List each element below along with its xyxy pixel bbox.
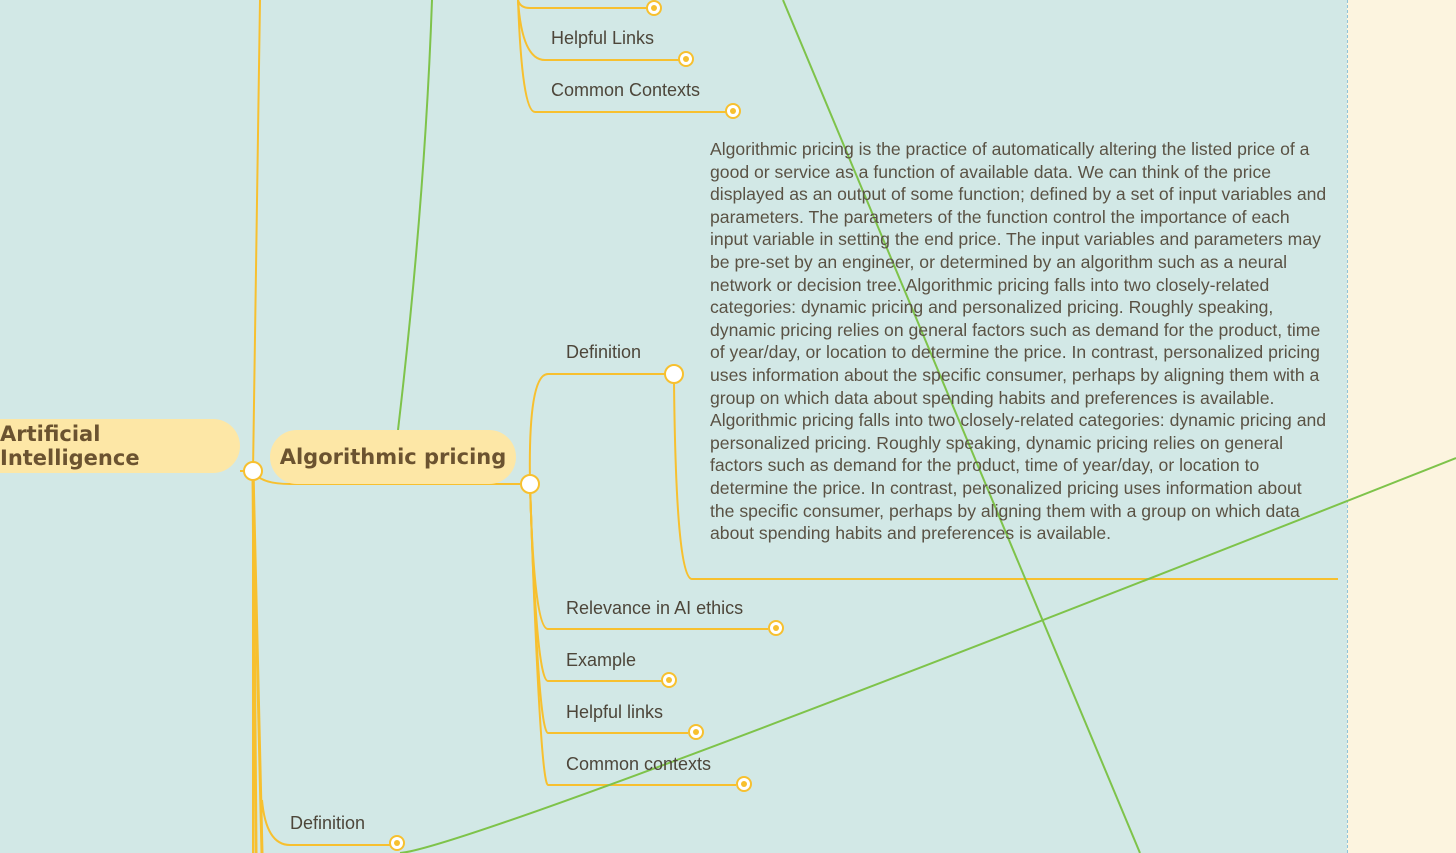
helpful-links-expand-node[interactable] xyxy=(688,724,704,740)
example-label[interactable]: Example xyxy=(566,650,637,670)
definition-label[interactable]: Definition xyxy=(566,342,642,362)
lower-definition-label[interactable]: Definition xyxy=(290,813,366,833)
lower-definition-expand-node[interactable] xyxy=(389,835,405,851)
topic-artificial-intelligence[interactable] xyxy=(0,419,240,473)
common-contexts-label[interactable]: Common contexts xyxy=(566,754,712,774)
relevance-label[interactable]: Relevance in AI ethics xyxy=(566,598,744,618)
topic-algorithmic-pricing-label: Algorithmic pricing xyxy=(279,445,507,469)
topic-artificial-intelligence-label: Artificial Intelligence xyxy=(0,422,140,470)
example-expand-node[interactable] xyxy=(661,672,677,688)
common-contexts-expand-node[interactable] xyxy=(736,776,752,792)
upper-helpful-links-expand-node[interactable] xyxy=(678,51,694,67)
definition-collapse-node[interactable] xyxy=(664,364,684,384)
upper-helpful-links-label[interactable]: Helpful Links xyxy=(551,28,655,48)
relevance-expand-node[interactable] xyxy=(768,620,784,636)
topic-algorithmic-pricing[interactable] xyxy=(270,430,516,484)
upper-common-contexts-label[interactable]: Common Contexts xyxy=(551,80,701,100)
definition-text: Algorithmic pricing is the practice of automatically altering the listed price of a good or service as a function of available data. We can think of the price displayed as an output of some function; defined by a set of input variables and parameters. The parameters of the function control the importance of each input variable in setting the end price. The input variables and parameters may be pre-set by an engineer, or determined by an algorithm such as a neural network or decision tree. Algorithmic pricing falls into two closely-related categories: dynamic pricing and personalized pricing. Roughly speaking, dynamic pricing relies on general factors such as demand for the product, time of year/day, or location to determine the price. In contrast, personalized pricing uses information about the specific consumer, perhaps by aligning them with a group on which data about spending habits and preferences is available. Algorithmic pricing falls into two closely-related categories: dynamic pricing and personalized pricing. Roughly speaking, dynamic pricing relies on general factors such as demand for the product, time of year/day, or location to determine the price. In contrast, personalized pricing uses information about the specific consumer, perhaps by aligning them with a group on which data about spending habits and preferences is available. xyxy=(710,139,1327,544)
algorithmic-pricing-collapse-node[interactable] xyxy=(520,474,540,494)
helpful-links-label[interactable]: Helpful links xyxy=(566,702,664,722)
root-collapse-node[interactable] xyxy=(243,461,263,481)
upper-common-contexts-expand-node[interactable] xyxy=(725,103,741,119)
definition-branch-line xyxy=(530,374,666,484)
upper-item-expand-node[interactable] xyxy=(646,0,662,16)
